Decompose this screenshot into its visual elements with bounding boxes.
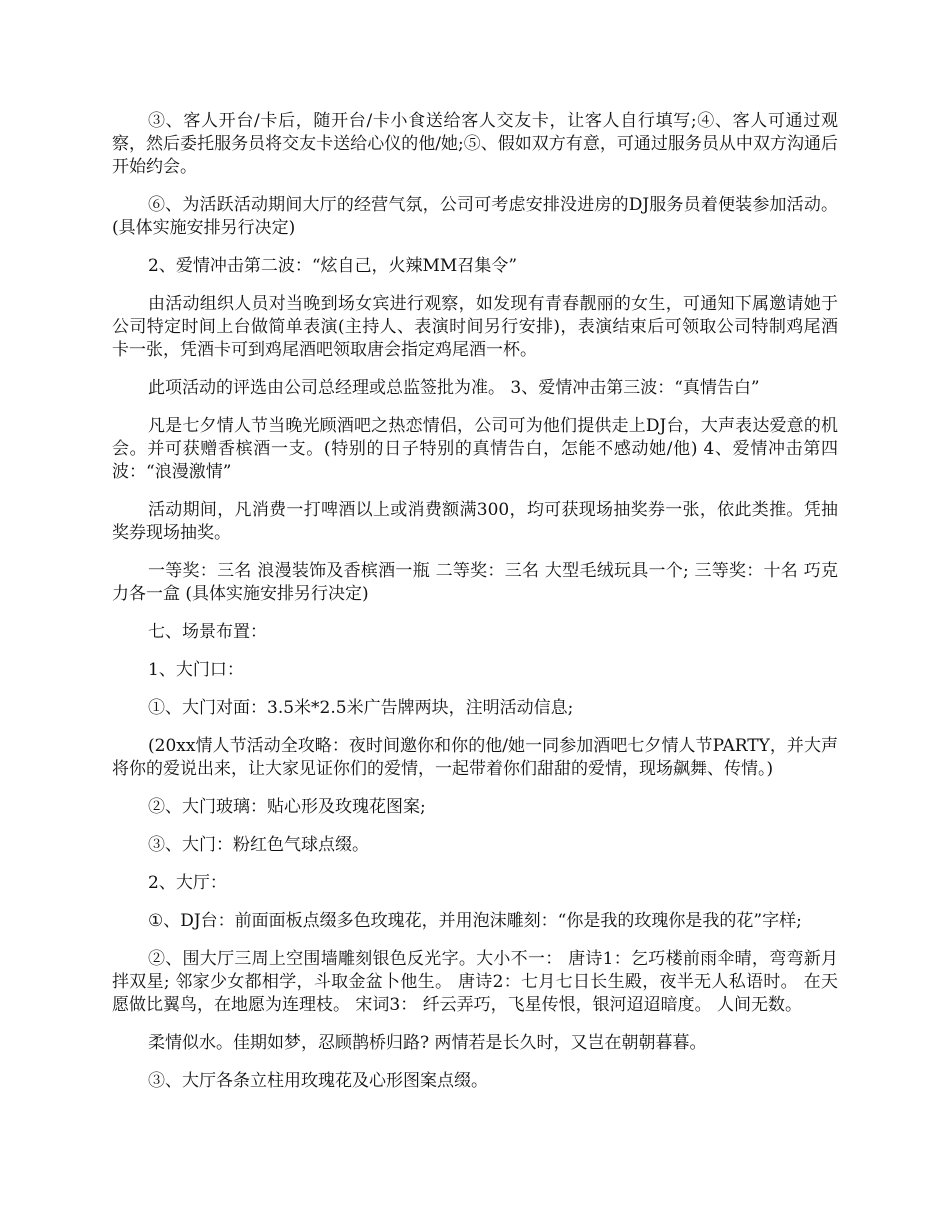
subheading-entrance: 1、大门口： <box>148 660 244 680</box>
paragraph-1: ③、客人开台/卡后，随开台/卡小食送给客人交友卡，让客人自行填写;④、客人可通过观察，然后委托服务员将交友卡送给心仪的他/她;⑤、假如双方有意，可通过服务员从中双方沟通后开始约会。 <box>112 111 838 177</box>
paragraph-2: ⑥、为活跃活动期间大厅的经营气氛，公司可考虑安排没进房的DJ服务员着便装参加活动。(具体实施安排另行决定) <box>112 195 838 238</box>
paragraph-3: 2、爱情冲击第二波：“炫自己，火辣MM召集令” <box>148 256 518 276</box>
paragraph-13: ②、大门玻璃：贴心形及玫瑰花图案; <box>148 797 426 817</box>
paragraph-19: ③、大厅各条立柱用玫瑰花及心形图案点缀。 <box>148 1071 488 1091</box>
paragraph-7: 活动期间，凡消费一打啤酒以上或消费额满300，均可获现场抽奖券一张，依此类推。凭抽奖券现场抽奖。 <box>112 500 838 543</box>
subheading-hall: 2、大厅： <box>148 873 227 893</box>
paragraph-12: (20xx情人节活动全攻略：夜时间邀你和你的他/她一同参加酒吧七夕情人节PARTY，并大声将你的爱说出来，让大家见证你们的爱情，一起带着你们甜甜的爱情，现场飙舞、传情。) <box>112 736 838 779</box>
paragraph-11: ①、大门对面：3.5米*2.5米广告牌两块，注明活动信息; <box>148 698 574 718</box>
paragraph-18: 柔情似水。佳期如梦，忍顾鹊桥归路? 两情若是长久时，又岂在朝朝暮暮。 <box>148 1033 707 1053</box>
paragraph-8: 一等奖：三名 浪漫装饰及香槟酒一瓶 二等奖：三名 大型毛绒玩具一个; 三等奖：十名 巧克力各一盒 (具体实施安排另行决定) <box>112 561 838 604</box>
paragraph-6: 凡是七夕情人节当晚光顾酒吧之热恋情侣，公司可为他们提供走上DJ台，大声表达爱意的机会。并可获赠香槟酒一支。(特别的日子特别的真情告白，怎能不感动她/他) 4、爱情冲击第四波：“浪漫激情” <box>112 416 838 482</box>
paragraph-17: ②、围大厅三周上空围墙雕刻银色反光字。大小不一： 唐诗1：乞巧楼前雨伞晴，弯弯新月拌双星; 邻家少女都相学，斗取金盆卜他生。 唐诗2：七月七日长生殿，夜半无人私语时。 在天愿做比翼鸟，在地愿为连理枝。 宋词3： 纤云弄巧，飞星传恨，银河迢迢暗度。 人间无数。 <box>112 949 838 1015</box>
section-heading-7: 七、场景布置： <box>148 622 267 642</box>
paragraph-4: 由活动组织人员对当晚到场女宾进行观察，如发现有青春靓丽的女生，可通知下属邀请她于公司特定时间上台做简单表演(主持人、表演时间另行安排)，表演结束后可领取公司特制鸡尾酒卡一张，凭酒卡可到鸡尾酒吧领取唐会指定鸡尾酒一杯。 <box>112 294 838 360</box>
paragraph-16: ①、DJ台：前面面板点缀多色玫瑰花，并用泡沫雕刻：“你是我的玫瑰你是我的花”字样; <box>148 911 802 931</box>
paragraph-14: ③、大门：粉红色气球点缀。 <box>148 835 369 855</box>
paragraph-5: 此项活动的评选由公司总经理或总监签批为准。 3、爱情冲击第三波：“真情告白” <box>148 378 760 398</box>
